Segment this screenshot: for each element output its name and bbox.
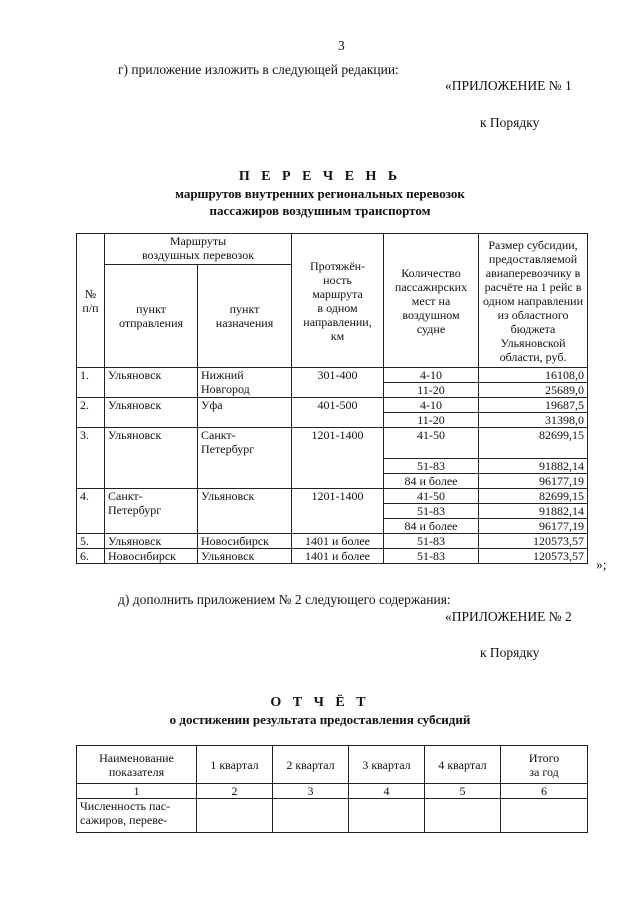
row-to: Санкт- Петербург xyxy=(198,428,292,489)
header-q2: 2 квартал xyxy=(273,746,349,784)
row-amount: 96177,19 xyxy=(479,474,588,489)
row-seats: 41-50 xyxy=(384,489,479,504)
row-amount: 16108,0 xyxy=(479,368,588,383)
appendix2-title: «ПРИЛОЖЕНИЕ № 2 xyxy=(445,609,572,624)
header-num: № п/п xyxy=(77,234,105,368)
row-to: Уфа xyxy=(198,398,292,428)
page-number: 3 xyxy=(338,38,345,53)
row-from: Ульяновск xyxy=(105,398,198,428)
row-amount: 120573,57 xyxy=(479,549,588,564)
row-seats: 41-50 xyxy=(384,428,479,459)
row-seats: 11-20 xyxy=(384,413,479,428)
row-amount: 96177,19 xyxy=(479,519,588,534)
row-length: 1401 и более xyxy=(292,534,384,549)
appendix1-subheading-1: маршрутов внутренних региональных перевозок xyxy=(175,186,465,201)
col-number: 1 xyxy=(77,784,197,799)
column-numbers-row xyxy=(77,784,588,799)
header-departure: пункт отправления xyxy=(105,265,198,368)
row-from: Новосибирск xyxy=(105,549,198,564)
col-number: 4 xyxy=(349,784,425,799)
indicator-label: Численность пас- сажиров, переве- xyxy=(77,799,197,833)
row-seats: 51-83 xyxy=(384,504,479,519)
row-num: 4. xyxy=(77,489,105,534)
header-length: Протяжён- ность маршрута в одном направлении, км xyxy=(292,234,384,368)
appendix1-title: «ПРИЛОЖЕНИЕ № 1 xyxy=(445,78,572,93)
row-length: 1201-1400 xyxy=(292,428,384,489)
header-q4: 4 квартал xyxy=(425,746,501,784)
header-indicator: Наименование показателя xyxy=(77,746,197,784)
item-d-text: д) дополнить приложением № 2 следующего содержания: xyxy=(118,592,451,607)
row-seats: 51-83 xyxy=(384,459,479,474)
row-num: 1. xyxy=(77,368,105,398)
total-value xyxy=(501,799,588,833)
appendix1-subheading-2: пассажиров воздушным транспортом xyxy=(209,203,431,218)
header-destination: пункт назначения xyxy=(198,265,292,368)
row-seats: 51-83 xyxy=(384,534,479,549)
row-amount: 25689,0 xyxy=(479,383,588,398)
row-from: Ульяновск xyxy=(105,428,198,489)
row-amount: 31398,0 xyxy=(479,413,588,428)
row-num: 3. xyxy=(77,428,105,489)
q4-value xyxy=(425,799,501,833)
col-number: 5 xyxy=(425,784,501,799)
table-row xyxy=(77,489,588,504)
row-to: Новосибирск xyxy=(198,534,292,549)
row-from: Ульяновск xyxy=(105,534,198,549)
q2-value xyxy=(273,799,349,833)
row-amount: 82699,15 xyxy=(479,489,588,504)
table-row xyxy=(77,428,588,459)
row-amount: 91882,14 xyxy=(479,459,588,474)
col-number: 2 xyxy=(197,784,273,799)
row-seats: 84 и более xyxy=(384,519,479,534)
row-seats: 84 и более xyxy=(384,474,479,489)
col-number: 6 xyxy=(501,784,588,799)
header-routes-group: Маршруты воздушных перевозок xyxy=(105,234,292,265)
table-row xyxy=(77,534,588,549)
row-seats: 51-83 xyxy=(384,549,479,564)
appendix2-heading: О Т Ч Ё Т xyxy=(270,695,370,710)
header-q1: 1 квартал xyxy=(197,746,273,784)
row-to: Ульяновск xyxy=(198,549,292,564)
table-row xyxy=(77,398,588,413)
row-to: Ульяновск xyxy=(198,489,292,534)
row-num: 6. xyxy=(77,549,105,564)
table-row xyxy=(77,549,588,564)
routes-table xyxy=(76,233,588,564)
row-length: 301-400 xyxy=(292,368,384,398)
report-table xyxy=(76,745,588,833)
appendix2-subheading: о достижении результата предоставления субсидий xyxy=(169,712,471,727)
row-num: 5. xyxy=(77,534,105,549)
row-length: 401-500 xyxy=(292,398,384,428)
q1-value xyxy=(197,799,273,833)
row-length: 1401 и более xyxy=(292,549,384,564)
appendix2-to-order: к Порядку xyxy=(480,645,540,660)
item-g-text: г) приложение изложить в следующей редакции: xyxy=(118,62,399,77)
header-subsidy: Размер субсидии, предоставляемой авиаперевозчику в расчёте на 1 рейс в одном направлении из областного бюджета Ульяновской области, руб. xyxy=(479,234,588,368)
table-row xyxy=(77,799,588,833)
table-row xyxy=(77,368,588,383)
col-number: 3 xyxy=(273,784,349,799)
header-q3: 3 квартал xyxy=(349,746,425,784)
row-seats: 4-10 xyxy=(384,398,479,413)
header-seats: Количество пассажирских мест на воздушном судне xyxy=(384,234,479,368)
header-total: Итого за год xyxy=(501,746,588,784)
row-from: Ульяновск xyxy=(105,368,198,398)
row-amount: 120573,57 xyxy=(479,534,588,549)
row-amount: 19687,5 xyxy=(479,398,588,413)
row-length: 1201-1400 xyxy=(292,489,384,534)
row-num: 2. xyxy=(77,398,105,428)
appendix1-heading: П Е Р Е Ч Е Н Ь xyxy=(238,169,402,184)
q3-value xyxy=(349,799,425,833)
row-seats: 11-20 xyxy=(384,383,479,398)
row-from: Санкт- Петербург xyxy=(105,489,198,534)
row-amount: 91882,14 xyxy=(479,504,588,519)
table1-closing-mark: »; xyxy=(596,557,607,572)
row-seats: 4-10 xyxy=(384,368,479,383)
row-to: Нижний Новгород xyxy=(198,368,292,398)
row-amount: 82699,15 xyxy=(479,428,588,459)
appendix1-to-order: к Порядку xyxy=(480,115,540,130)
